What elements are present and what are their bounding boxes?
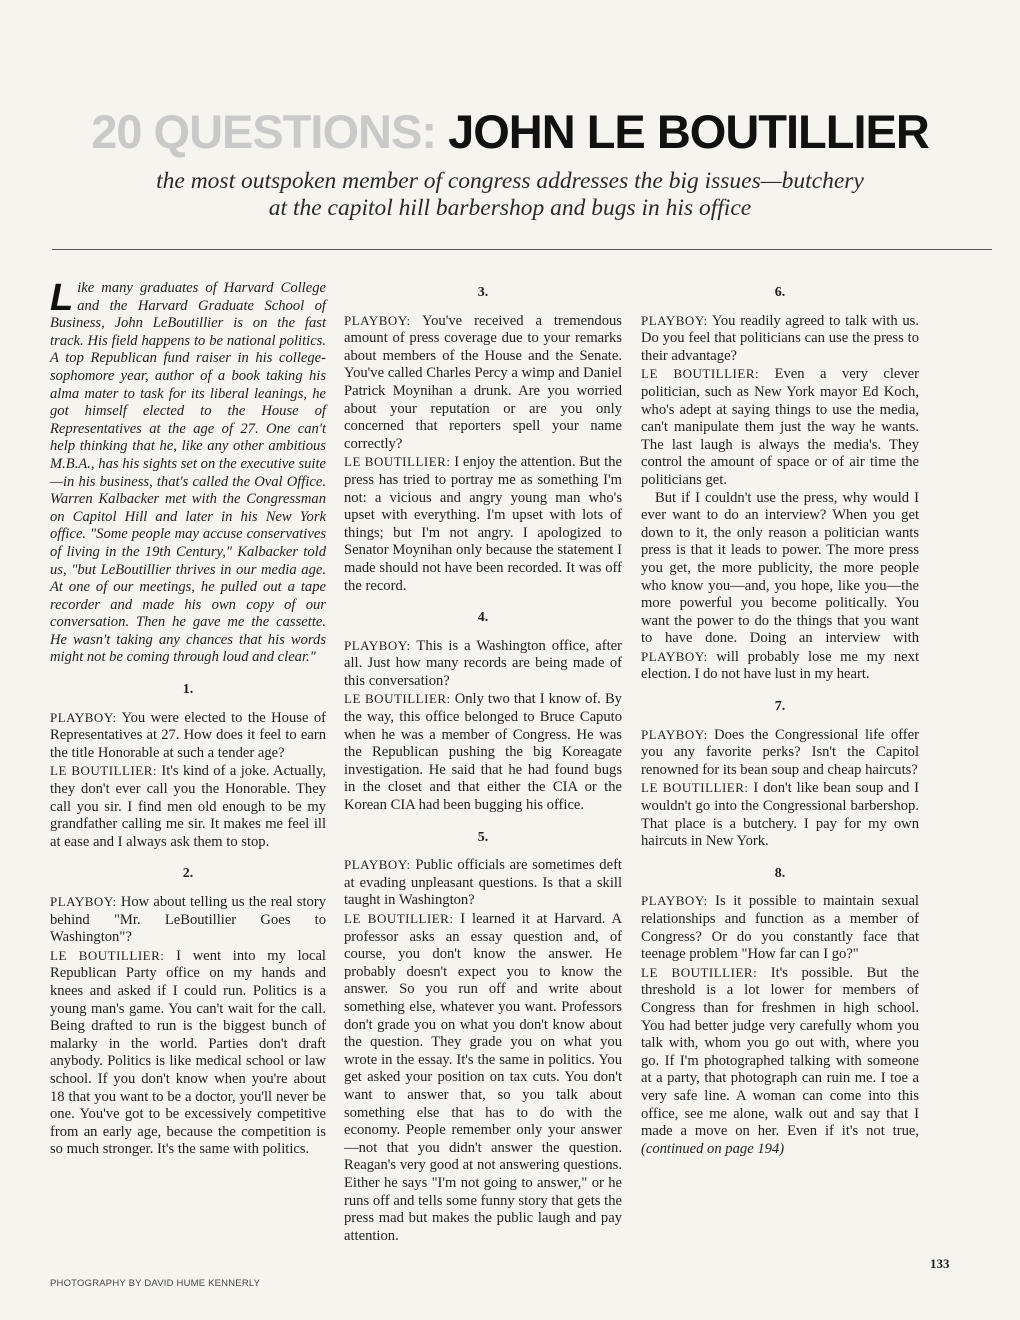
answer-text: It's possible. But the threshold is a lot lower for members of Congress than for freshmen in high school. You had better judge very carefully whom you talk with, whom you go out with, where you go. If I'm photographed talking with someone at a party, that photograph can ruin me. I toe a very safe line. A woman can come into this office, see me alone, walk out and say that I made a move on her. Even if it's not true, bbox=[641, 964, 919, 1140]
answer-text: But if I couldn't use the press, why would I ever want to do an interview? When you get down to it, the only reason a politician wants press is that it leads to power. The more press you get, the more publicity, the more people who know you—and, you hope, like you—the more powerful you become politically. You want the power to do the things that you want to have done. Doing an interview with bbox=[641, 489, 919, 647]
question-text: You were elected to the House of Representatives at 27. How does it feel to earn the title Honorable at such a tender age? bbox=[50, 709, 327, 761]
question-6 bbox=[641, 312, 919, 366]
question-number-1: 1. bbox=[182, 682, 194, 698]
intro-paragraph bbox=[50, 277, 326, 667]
title-name: JOHN LE BOUTILLIER bbox=[448, 105, 929, 158]
answer-6 bbox=[641, 365, 919, 489]
question-4 bbox=[344, 637, 622, 691]
answer-8 bbox=[641, 964, 919, 1159]
question-text: Public officials are sometimes deft at evading unpleasant questions. Is that a skill taught in Washington? bbox=[344, 857, 622, 909]
question-number-3: 3. bbox=[477, 285, 489, 300]
answer-text: I enjoy the attention. But the press has tried to portray me as something I'm not: a vicious and angry young man who's upset with everything. I'm upset with lots of things; but I'm not angry. I apologized to Senator Moynihan only because the statement I made should not have been recorded. It was off the record. bbox=[344, 454, 622, 594]
column-1 bbox=[50, 277, 327, 1159]
question-number-7: 7. bbox=[774, 699, 786, 715]
question-text: You've received a tremendous amount of press coverage due to your remarks about members of the House and the Senate. You've called Charles Percy a wimp and Daniel Patrick Moynihan a drunk. Are you worried about your reputation or are you only concerned that reporters spell your name correctly? bbox=[344, 312, 622, 452]
question-number-5: 5. bbox=[477, 829, 489, 845]
speaker-leboutillier: LE BOUTILLIER: bbox=[344, 454, 451, 470]
speaker-playboy: PLAYBOY: bbox=[344, 312, 411, 328]
article-title bbox=[0, 104, 1020, 159]
question-7 bbox=[641, 726, 919, 780]
speaker-playboy: PLAYBOY: bbox=[344, 637, 411, 653]
speaker-leboutillier: LE BOUTILLIER: bbox=[50, 763, 158, 779]
answer-2 bbox=[50, 947, 326, 1159]
column-3 bbox=[641, 284, 919, 1158]
question-number-4: 4. bbox=[477, 610, 489, 626]
question-text: This is a Washington office, after all. Just how many records are being made of this conversation? bbox=[344, 637, 622, 689]
answer-text: I learned it at Harvard. A professor asks an essay question and, of course, you don't know the answer. He probably doesn't expect you to know the answer. So you run off and write about something else, whatever you want. Professors don't grade you on what you don't know about the question. They grade you on what you wrote in the essay. It's the same in politics. You get asked your position on tax cuts. You don't want to answer that, so you talk about something else that has to do with the economy. People remember only your answer—not that you didn't answer the question. Reagan's very good at not answering questions. Either he says "I'm not going to answer," or he runs off and tells some funny story that gets the press mad but makes the public laugh and pay attention. bbox=[344, 911, 622, 1244]
question-number-6: 6. bbox=[774, 285, 786, 300]
speaker-leboutillier: LE BOUTILLIER: bbox=[344, 911, 454, 926]
column-2 bbox=[344, 284, 622, 1245]
speaker-leboutillier: LE BOUTILLIER: bbox=[50, 947, 165, 963]
answer-3 bbox=[344, 453, 622, 595]
speaker-leboutillier: LE BOUTILLIER: bbox=[641, 366, 760, 382]
question-text: Does the Congressional life offer you any favorite perks? Isn't the Capitol renowned for its bean soup and cheap haircuts? bbox=[641, 726, 920, 778]
answer-text: I don't like bean soup and I wouldn't go into the Congressional barbershop. That place is a butchery. I pay for my own haircuts in New York. bbox=[641, 780, 919, 850]
photo-credit: PHOTOGRAPHY BY DAVID HUME KENNERLY bbox=[50, 1278, 261, 1289]
answer-text: Only two that I know of. By the way, this office belonged to Bruce Caputo when he was a member of Congress. He was the Republican pushing the big Koreagate investigation. He said that he had found bugs in the closet and that either the CIA or the Korean CIA had been bugging his office. bbox=[344, 691, 622, 814]
continued-note[interactable]: (continued on page 194) bbox=[641, 1140, 785, 1157]
intro-text: ike many graduates of Harvard College and the Harvard Graduate School of Business, John LeBoutillier is on the fast track. His field happens to be national politics. A top Republican fund raiser in his college-sophomore year, author of a book taking his alma mater to task for its liberal leanings, he got himself elected to the House of Representatives at the age of 27. One can't help thinking that he, like any other ambitious M.B.A., has his sights set on the executive suite—in his business, that's called the Oval Office. Warren Kalbacker met with the Congressman on Capitol Hill and later in his New York office. "Some people may accuse conservatives of living in the 19th Century," Kalbacker told us, "but LeBoutillier thrives in our media age. At one of our meetings, he pulled out a tape recorder and made his own copy of our conversation. Then he gave me the cassette. He wasn't taking any chances that his words might not be coming through loud and clear." bbox=[50, 280, 326, 666]
speaker-leboutillier: LE BOUTILLIER: bbox=[344, 691, 451, 707]
header-rule bbox=[52, 249, 992, 250]
playboy-mention: PLAYBOY: bbox=[641, 648, 708, 664]
speaker-playboy: PLAYBOY: bbox=[344, 857, 411, 873]
answer-text: It's kind of a joke. Actually, they don't ever call you the Honorable. They call you sir. I find men old enough to be my grandfather calling me sir. It makes me feel ill at ease and I always ask them to stop. bbox=[50, 763, 326, 850]
question-5 bbox=[344, 856, 622, 910]
answer-text: will probably lose me my next election. I do not have lust in my heart. bbox=[641, 648, 920, 683]
speaker-playboy: PLAYBOY: bbox=[50, 709, 117, 725]
speaker-playboy: PLAYBOY: bbox=[641, 312, 708, 328]
question-text: How about telling us the real story behind "Mr. LeBoutillier Goes to Washington"? bbox=[50, 894, 326, 946]
speaker-leboutillier: LE BOUTILLIER: bbox=[641, 964, 758, 980]
question-8 bbox=[641, 892, 919, 963]
title-prefix: 20 QUESTIONS: bbox=[91, 105, 436, 158]
answer-text: I went into my local Republican Party office on my hands and knees and asked if I could run. Politics is a young man's game. You can't wait for the call. Being drafted to run is the biggest bunch of malarky in the world. Parties don't draft anybody. Politics is like medical school or law school. If you don't know when you're about 18 that you want to be a doctor, you'll never be one. You've got to be excessively competitive from an early age, because the competition is so much stronger. It's the same with politics. bbox=[50, 947, 326, 1158]
answer-text: Even a very clever politician, such as New York mayor Ed Koch, who's adept at saying things to use the media, can't manipulate them just the way he wants. The last laugh is always the media's. They control the amount of space or of air time the politicians get. bbox=[641, 366, 919, 488]
drop-cap: L bbox=[50, 277, 74, 319]
answer-6-continued bbox=[641, 490, 919, 685]
question-number-2: 2. bbox=[182, 866, 194, 882]
question-text: You readily agreed to talk with us. Do you feel that politicians can use the press to their advantage? bbox=[641, 312, 919, 364]
answer-4 bbox=[344, 690, 622, 814]
question-3 bbox=[344, 312, 622, 454]
speaker-playboy: PLAYBOY: bbox=[641, 726, 708, 742]
page-number: 133 bbox=[930, 1256, 950, 1271]
answer-5 bbox=[344, 910, 622, 1245]
speaker-playboy: PLAYBOY: bbox=[641, 893, 708, 909]
question-text: Is it possible to maintain sexual relationships and function as a member of Congress? Or do you constantly face that teenage problem "How far can I go?" bbox=[641, 893, 919, 963]
speaker-playboy: PLAYBOY: bbox=[50, 894, 117, 909]
answer-7 bbox=[641, 779, 919, 850]
question-2 bbox=[50, 893, 326, 947]
question-number-8: 8. bbox=[774, 865, 786, 881]
article-subtitle: the most outspoken member of congress addresses the big issues—butchery at the capitol hill barbershop and bugs in his office bbox=[156, 168, 864, 221]
answer-1 bbox=[50, 762, 326, 851]
speaker-leboutillier: LE BOUTILLIER: bbox=[641, 780, 749, 796]
question-1 bbox=[50, 709, 326, 763]
